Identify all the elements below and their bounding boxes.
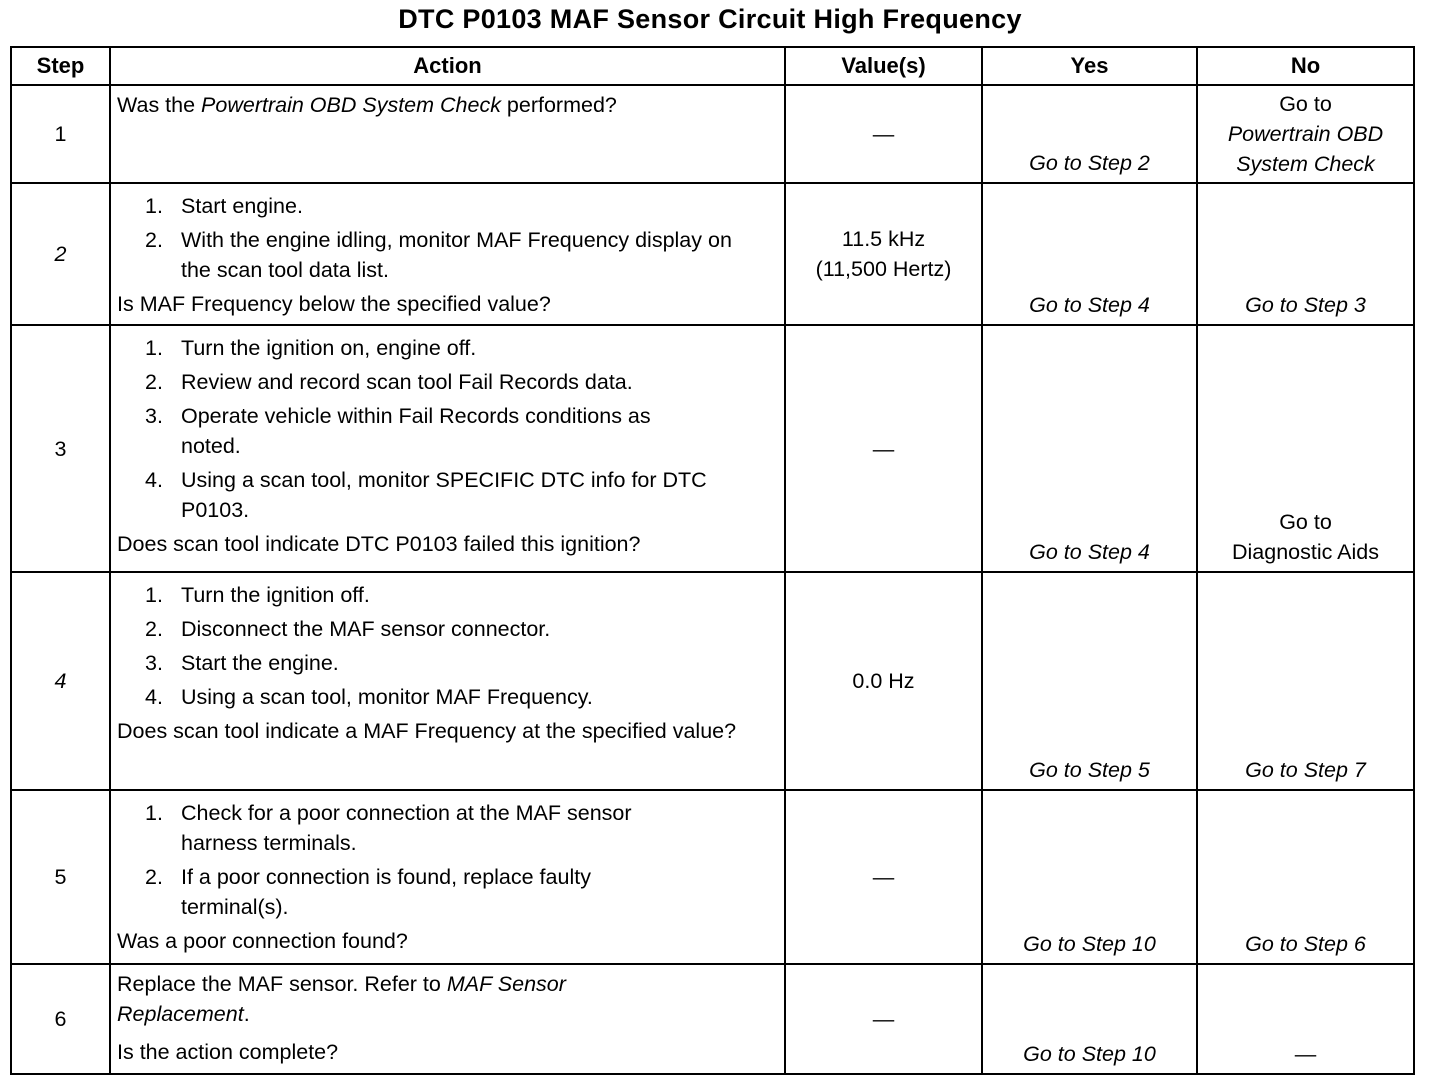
action-item	[145, 614, 778, 644]
yes-link[interactable]: Go to Step 10	[982, 790, 1197, 964]
step-number: 2	[11, 183, 110, 325]
action-item-text: Turn the ignition off.	[181, 583, 370, 607]
value-line: (11,500 Hertz)	[815, 257, 952, 281]
action-item	[145, 191, 778, 221]
action-item	[145, 367, 778, 397]
value-cell: —	[785, 325, 982, 572]
action-item-number: 1.	[145, 801, 163, 825]
action-item-text: Disconnect the MAF sensor connector.	[181, 617, 551, 641]
no-link-line: Go to	[1279, 510, 1332, 534]
header-action: Action	[110, 47, 785, 85]
action-item-text: Review and record scan tool Fail Records data.	[181, 370, 633, 394]
table-row-step-6	[11, 964, 1414, 1074]
action-reference: Powertrain OBD System Check	[201, 93, 501, 117]
action-item-text: Start the engine.	[181, 651, 339, 675]
action-item	[145, 401, 778, 461]
step-number: 4	[11, 572, 110, 790]
action-question: Does scan tool indicate a MAF Frequency at the specified value?	[117, 719, 737, 743]
action-item	[145, 465, 778, 525]
no-link-line: Go to	[1279, 92, 1332, 116]
step-number: 5	[11, 790, 110, 964]
header-step: Step	[11, 47, 110, 85]
value-cell: —	[785, 790, 982, 964]
action-item	[145, 333, 778, 363]
action-cell	[110, 572, 785, 790]
table-row-step-4	[11, 572, 1414, 790]
yes-link[interactable]: Go to Step 4	[982, 325, 1197, 572]
action-item-number: 2.	[145, 370, 163, 394]
action-cell	[110, 790, 785, 964]
action-item	[145, 580, 778, 610]
action-item-text: Start engine.	[181, 194, 303, 218]
action-item-number: 3.	[145, 404, 163, 428]
table-row-step-3	[11, 325, 1414, 572]
yes-link[interactable]: Go to Step 10	[982, 964, 1197, 1074]
action-reference: MAF Sensor Replacement	[117, 972, 566, 1026]
value-cell: —	[785, 964, 982, 1074]
action-item-text: Turn the ignition on, engine off.	[181, 336, 477, 360]
value-cell: —	[785, 85, 982, 183]
action-text: performed?	[500, 93, 617, 117]
table-header-row	[11, 47, 1414, 85]
action-question: Does scan tool indicate DTC P0103 failed this ignition?	[117, 532, 641, 556]
action-item	[145, 682, 778, 712]
action-item	[145, 862, 778, 922]
no-link[interactable]	[1197, 325, 1414, 572]
action-item	[145, 648, 778, 678]
action-question: Was a poor connection found?	[117, 929, 408, 953]
action-cell	[110, 183, 785, 325]
action-item-number: 1.	[145, 336, 163, 360]
action-cell	[110, 325, 785, 572]
diagnostic-table	[10, 46, 1415, 1075]
no-link-line: Powertrain OBD	[1227, 122, 1384, 146]
action-question: Is the action complete?	[117, 1040, 339, 1064]
action-text: Was the	[117, 93, 202, 117]
action-cell	[110, 85, 785, 183]
action-item	[145, 798, 778, 858]
action-item-number: 4.	[145, 685, 163, 709]
no-link[interactable]	[1197, 85, 1414, 183]
action-item-number: 2.	[145, 228, 163, 252]
no-link: —	[1197, 964, 1414, 1074]
page-title: DTC P0103 MAF Sensor Circuit High Frequency	[398, 4, 1022, 34]
action-question: Is MAF Frequency below the specified value?	[117, 292, 551, 316]
action-item-text: Using a scan tool, monitor SPECIFIC DTC info for DTC P0103.	[181, 468, 707, 522]
value-cell: 0.0 Hz	[785, 572, 982, 790]
header-yes: Yes	[982, 47, 1197, 85]
action-text: Replace the MAF sensor. Refer to	[117, 972, 447, 996]
header-values: Value(s)	[785, 47, 982, 85]
action-item	[145, 225, 778, 285]
action-text: .	[243, 1002, 250, 1026]
action-item-text: If a poor connection is found, replace faulty terminal(s).	[181, 865, 591, 919]
action-item-text: Using a scan tool, monitor MAF Frequency.	[181, 685, 593, 709]
no-link[interactable]: Go to Step 7	[1197, 572, 1414, 790]
action-item-number: 2.	[145, 865, 163, 889]
step-number: 1	[11, 85, 110, 183]
action-item-number: 3.	[145, 651, 163, 675]
table-row-step-1	[11, 85, 1414, 183]
value-line: 11.5 kHz	[841, 227, 926, 251]
action-instruction	[117, 969, 778, 1029]
action-item-number: 1.	[145, 194, 163, 218]
no-link[interactable]: Go to Step 6	[1197, 790, 1414, 964]
no-link-line: System Check	[1236, 152, 1375, 176]
action-item-text: With the engine idling, monitor MAF Frequency display on the scan tool data list.	[181, 228, 732, 282]
action-item-number: 1.	[145, 583, 163, 607]
no-link-line: Diagnostic Aids	[1232, 540, 1379, 564]
action-item-text: Operate vehicle within Fail Records conditions as noted.	[181, 404, 651, 458]
action-item-number: 4.	[145, 468, 163, 492]
value-cell	[785, 183, 982, 325]
header-no: No	[1197, 47, 1414, 85]
action-item-text: Check for a poor connection at the MAF sensor harness terminals.	[181, 801, 632, 855]
table-row-step-2	[11, 183, 1414, 325]
no-link[interactable]: Go to Step 3	[1197, 183, 1414, 325]
yes-link[interactable]: Go to Step 5	[982, 572, 1197, 790]
action-item-number: 2.	[145, 617, 163, 641]
yes-link[interactable]: Go to Step 4	[982, 183, 1197, 325]
step-number: 6	[11, 964, 110, 1074]
table-row-step-5	[11, 790, 1414, 964]
yes-link[interactable]: Go to Step 2	[982, 85, 1197, 183]
action-cell	[110, 964, 785, 1074]
step-number: 3	[11, 325, 110, 572]
